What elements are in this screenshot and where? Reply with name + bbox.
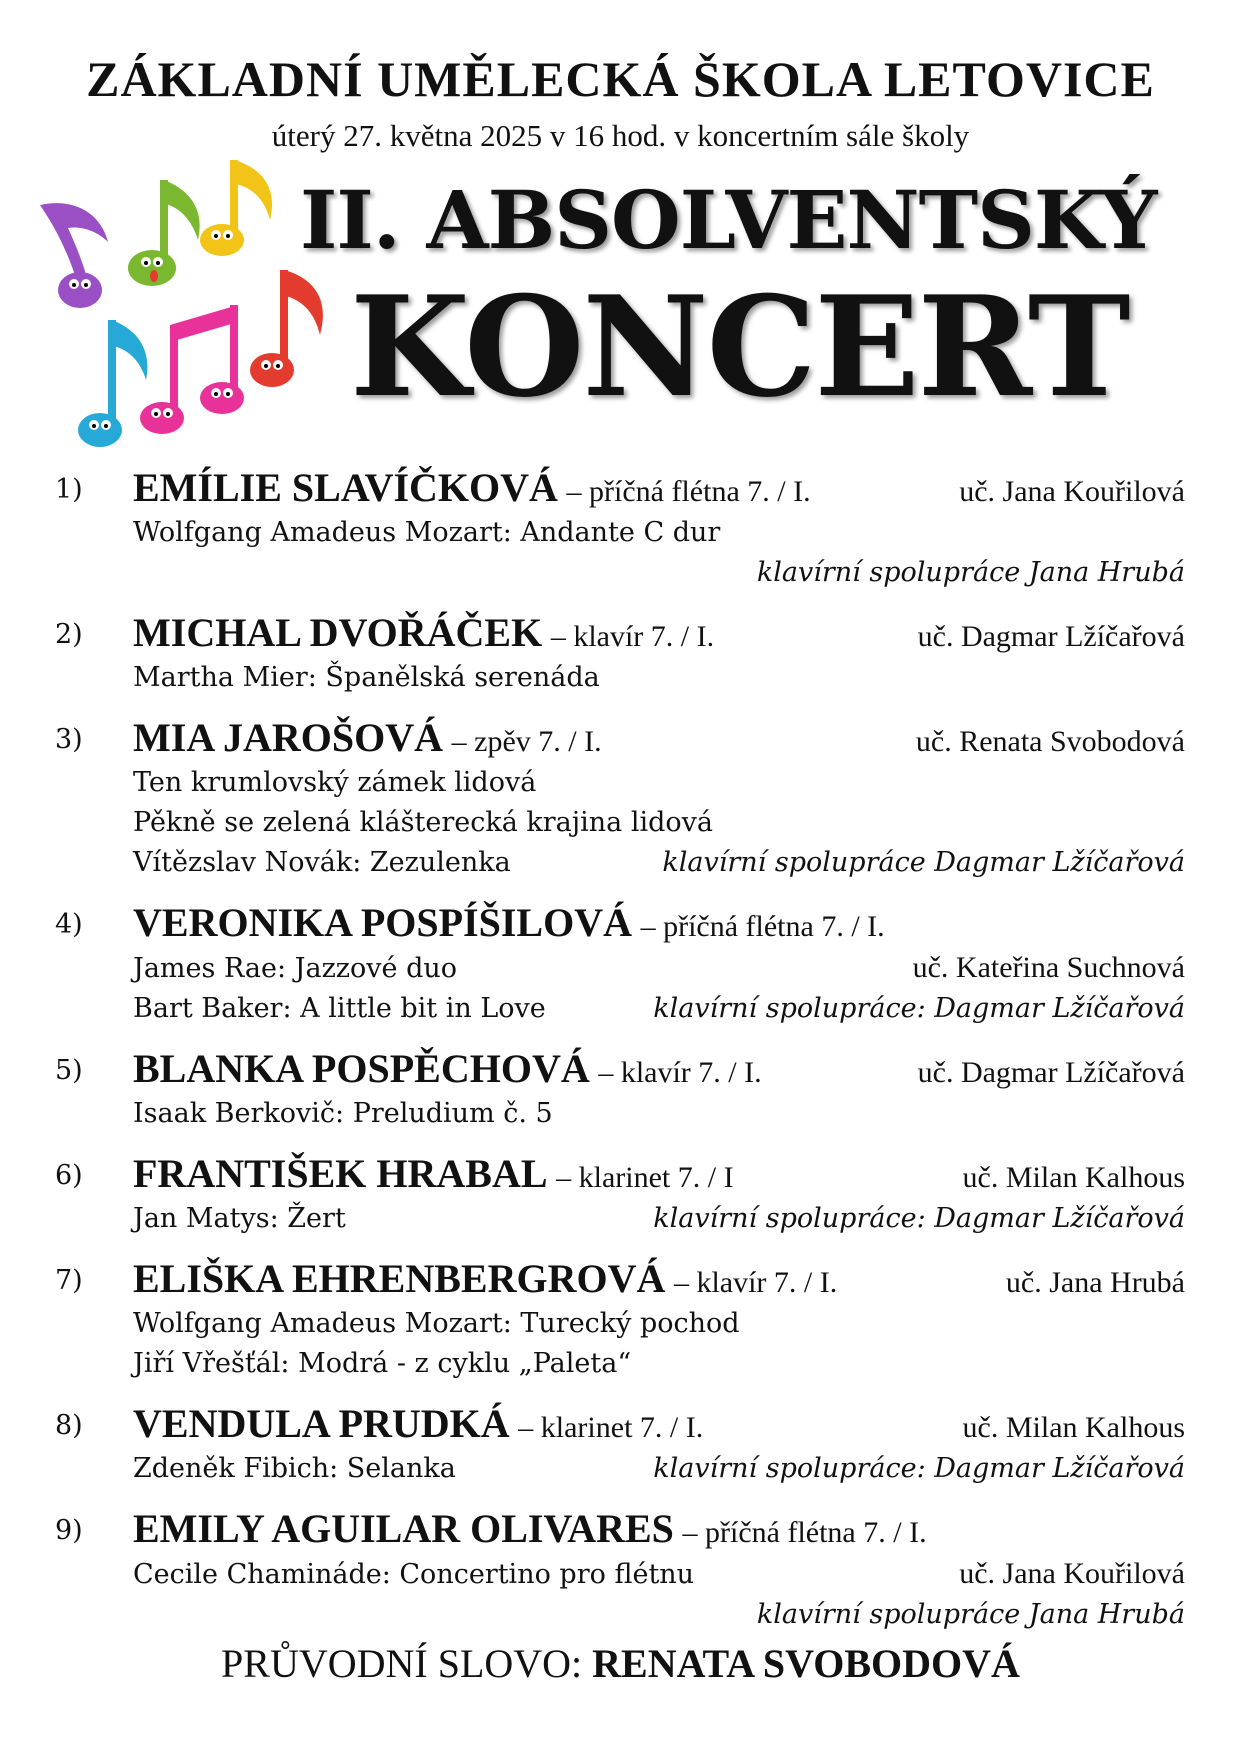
piece-line [133, 1595, 1185, 1635]
program-item [55, 610, 1185, 698]
accompanist: klavírní spolupráce Jana Hrubá [756, 557, 1185, 588]
red-note-icon [250, 270, 323, 387]
footer-host-name: RENATA SVOBODOVÁ [592, 1641, 1020, 1686]
teacher-name: uč. Renata Svobodová [915, 725, 1185, 758]
performer-line [133, 715, 1185, 763]
accompanist: klavírní spolupráce Dagmar Lžíčařová [662, 847, 1185, 878]
performer-line [133, 1401, 1185, 1449]
item-number: 3) [55, 724, 83, 755]
teacher-name: uč. Kateřina Suchnová [912, 951, 1185, 984]
footer-host [0, 1640, 1241, 1687]
teacher-name: uč. Jana Hrubá [1005, 1266, 1185, 1299]
performer-name: MIA JAROŠOVÁ [133, 715, 444, 760]
program-item [55, 1151, 1185, 1239]
cyan-note-icon [78, 320, 147, 447]
performer-line [133, 610, 1185, 658]
teacher-name: uč. Milan Kalhous [962, 1411, 1185, 1444]
performer-name: VENDULA PRUDKÁ [133, 1401, 510, 1446]
teacher-name: uč. Dagmar Lžíčařová [917, 620, 1185, 653]
piece-line [133, 763, 1185, 803]
item-number: 5) [55, 1055, 83, 1086]
instrument-grade: – příčná flétna 7. / I. [682, 1516, 927, 1549]
item-number: 8) [55, 1410, 83, 1441]
performer-line [133, 1506, 1185, 1554]
instrument-grade: – příčná flétna 7. / I. [566, 475, 811, 508]
teacher-name: uč. Jana Kouřilová [959, 475, 1185, 508]
green-note-icon [128, 180, 200, 286]
performer-line [133, 1256, 1185, 1304]
piece-title: Bart Baker: A little bit in Love [133, 993, 546, 1024]
accompanist: klavírní spolupráce: Dagmar Lžíčařová [653, 1203, 1185, 1234]
concert-title-line1: II. ABSOLVENTSKÝ [300, 173, 1157, 267]
event-date-location: úterý 27. května 2025 v 16 hod. v koncertním sále školy [271, 118, 970, 153]
piece-line [133, 1344, 1185, 1384]
teacher-name: uč. Dagmar Lžíčařová [917, 1056, 1185, 1089]
piece-line [133, 513, 1185, 553]
piece-line [133, 1094, 1185, 1134]
instrument-grade: – klarinet 7. / I [556, 1161, 734, 1194]
school-name: ZÁKLADNÍ UMĚLECKÁ ŠKOLA LETOVICE [86, 51, 1155, 107]
piece-title: Ten krumlovský zámek lidová [133, 767, 537, 798]
program-item [55, 465, 1185, 593]
accompanist: klavírní spolupráce: Dagmar Lžíčařová [653, 1453, 1185, 1484]
instrument-grade: – klavír 7. / I. [673, 1266, 838, 1299]
performer-name: EMÍLIE SLAVÍČKOVÁ [133, 465, 558, 510]
item-number: 4) [55, 909, 83, 940]
teacher-name: uč. Milan Kalhous [962, 1161, 1185, 1194]
instrument-grade: – zpěv 7. / I. [451, 725, 602, 758]
performer-name: EMILY AGUILAR OLIVARES [133, 1506, 674, 1551]
piece-title: Cecile Chamináde: Concertino pro flétnu [133, 1559, 695, 1590]
piece-line [133, 1304, 1185, 1344]
performer-name: BLANKA POSPĚCHOVÁ [133, 1046, 590, 1091]
piece-title: Zdeněk Fibich: Selanka [133, 1453, 456, 1484]
piece-line [133, 948, 1185, 989]
performer-name: ELIŠKA EHRENBERGROVÁ [133, 1256, 666, 1301]
piece-title: James Rae: Jazzové duo [133, 953, 458, 984]
pink-beamed-notes-icon [140, 305, 244, 434]
piece-title: Jiří Vřešťál: Modrá - z cyklu „Paleta“ [133, 1348, 632, 1379]
performer-line [133, 465, 1185, 513]
instrument-grade: – klarinet 7. / I. [518, 1411, 704, 1444]
concert-title-line2: KONCERT [350, 265, 1129, 428]
piece-line [133, 658, 1185, 698]
program-item [55, 1256, 1185, 1384]
piece-title: Vítězslav Novák: Zezulenka [133, 847, 511, 878]
piece-title: Martha Mier: Španělská serenáda [133, 662, 600, 693]
instrument-grade: – klavír 7. / I. [598, 1056, 762, 1089]
program-item [55, 1506, 1185, 1635]
program-item [55, 1046, 1185, 1134]
program-item [55, 900, 1185, 1029]
piece-title: Jan Matys: Žert [133, 1203, 346, 1234]
item-number: 9) [55, 1515, 83, 1546]
instrument-grade: – příčná flétna 7. / I. [640, 910, 885, 943]
program-item [55, 1401, 1185, 1489]
performer-name: MICHAL DVOŘÁČEK [133, 610, 543, 655]
piece-line [133, 1554, 1185, 1595]
piece-line [133, 553, 1185, 593]
piece-line [133, 803, 1185, 843]
program-list [55, 465, 1185, 1655]
instrument-grade: – klavír 7. / I. [550, 620, 715, 653]
performer-line [133, 1046, 1185, 1094]
purple-note-icon [40, 203, 108, 308]
performer-name: FRANTIŠEK HRABAL [133, 1151, 548, 1196]
piece-line [133, 989, 1185, 1029]
footer-label: PRŮVODNÍ SLOVO: [221, 1641, 583, 1686]
item-number: 1) [55, 474, 83, 505]
item-number: 6) [55, 1160, 83, 1191]
accompanist: klavírní spolupráce: Dagmar Lžíčařová [653, 993, 1185, 1024]
item-number: 7) [55, 1265, 83, 1296]
piece-line [133, 1199, 1185, 1239]
piece-title: Isaak Berkovič: Preludium č. 5 [133, 1098, 553, 1129]
performer-line [133, 900, 1185, 948]
piece-title: Pěkně se zelená klášterecká krajina lidová [133, 807, 713, 838]
teacher-name: uč. Jana Kouřilová [959, 1557, 1185, 1590]
accompanist: klavírní spolupráce Jana Hrubá [756, 1599, 1185, 1630]
program-item [55, 715, 1185, 883]
yellow-note-icon [200, 160, 272, 256]
piece-line [133, 843, 1185, 883]
performer-name: VERONIKA POSPÍŠILOVÁ [133, 900, 632, 945]
piece-title: Wolfgang Amadeus Mozart: Andante C dur [133, 517, 721, 548]
performer-line [133, 1151, 1185, 1199]
piece-line [133, 1449, 1185, 1489]
item-number: 2) [55, 619, 83, 650]
piece-title: Wolfgang Amadeus Mozart: Turecký pochod [133, 1308, 740, 1339]
